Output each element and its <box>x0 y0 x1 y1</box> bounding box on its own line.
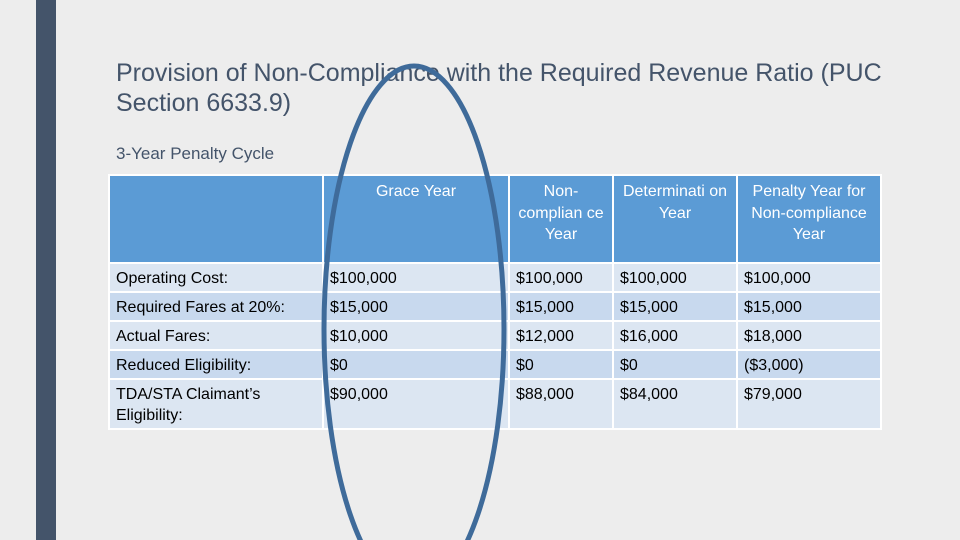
cell-value: ($3,000) <box>737 350 881 379</box>
cell-value: $79,000 <box>737 379 881 429</box>
row-label: Actual Fares: <box>109 321 323 350</box>
slide-subtitle: 3-Year Penalty Cycle <box>116 144 275 163</box>
cell-value: $15,000 <box>737 292 881 321</box>
header-grace-year: Grace Year <box>323 175 509 263</box>
row-label: Operating Cost: <box>109 263 323 292</box>
cell-value: $15,000 <box>323 292 509 321</box>
table-row <box>109 350 881 379</box>
cell-value: $90,000 <box>323 379 509 429</box>
cell-value: $84,000 <box>613 379 737 429</box>
cell-value: $16,000 <box>613 321 737 350</box>
cell-value: $0 <box>613 350 737 379</box>
cell-value: $100,000 <box>737 263 881 292</box>
cell-value: $15,000 <box>613 292 737 321</box>
row-label: Required Fares at 20%: <box>109 292 323 321</box>
header-penalty-year: Penalty Year for Non-compliance Year <box>737 175 881 263</box>
cell-value: $12,000 <box>509 321 613 350</box>
header-determination-year: Determinati on Year <box>613 175 737 263</box>
left-accent-bar <box>36 0 56 540</box>
cell-value: $0 <box>509 350 613 379</box>
cell-value: $15,000 <box>509 292 613 321</box>
cell-value: $18,000 <box>737 321 881 350</box>
table-row <box>109 321 881 350</box>
table-row <box>109 263 881 292</box>
table-row <box>109 292 881 321</box>
row-label: TDA/STA Claimant’s Eligibility: <box>109 379 323 429</box>
table-row <box>109 379 881 429</box>
table-header-row <box>109 175 881 263</box>
row-label: Reduced Eligibility: <box>109 350 323 379</box>
cell-value: $88,000 <box>509 379 613 429</box>
cell-value: $10,000 <box>323 321 509 350</box>
cell-value: $100,000 <box>323 263 509 292</box>
penalty-cycle-table <box>108 174 882 430</box>
cell-value: $100,000 <box>509 263 613 292</box>
cell-value: $0 <box>323 350 509 379</box>
header-blank <box>109 175 323 263</box>
header-noncompliance-year: Non-complian ce Year <box>509 175 613 263</box>
cell-value: $100,000 <box>613 263 737 292</box>
slide-title: Provision of Non-Compliance with the Required Revenue Ratio (PUC Section 6633.9) <box>116 59 882 117</box>
